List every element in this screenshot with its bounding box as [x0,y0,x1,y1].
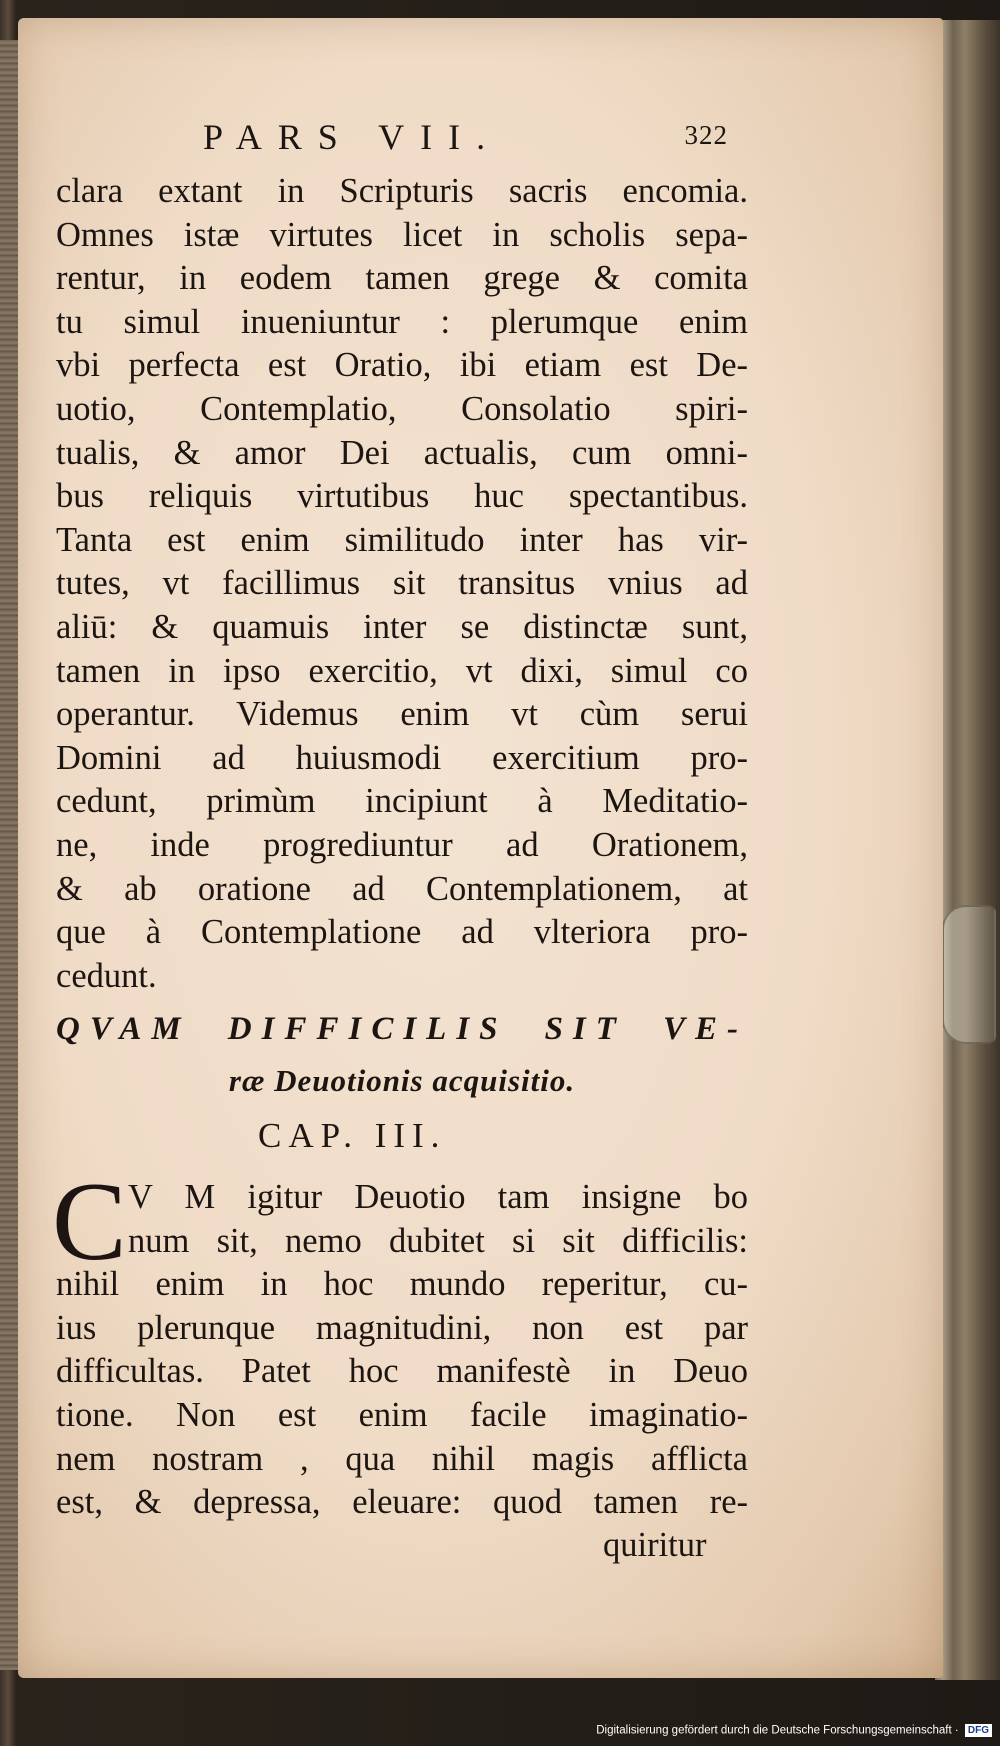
text-line: bus reliquis virtutibus huc spectantibus. [56,477,748,516]
chapter-title-line-1: QVAM DIFFICILIS SIT VE- [56,1011,748,1047]
text-line: ne, inde progrediuntur ad Orationem, [56,825,748,864]
text-line: V M igitur Deuotio tam insigne bo [128,1178,748,1216]
paragraph-2 [56,1176,748,1525]
credit-text: Digitalisierung gefördert durch die Deutsche Forschungsgemeinschaft · [596,1724,959,1737]
text-line: rentur, in eodem tamen grege & comita [56,259,748,298]
book-fore-edge [935,20,1000,1680]
dfg-logo: DFG [965,1724,992,1737]
chapter-title [56,1003,748,1107]
digitization-credit [596,1724,992,1742]
text-line: difficultas. Patet hoc manifestè in Deuo [56,1352,748,1391]
chapter-number: CAP. III. [258,1116,447,1155]
text-line: vbi perfecta est Oratio, ibi etiam est De- [56,346,748,385]
running-header [168,116,728,166]
page-number: 322 [684,120,728,150]
text-line: nem nostram , qua nihil magis afflicta [56,1439,748,1478]
text-line: ius plerunque magnitudini, non est par [56,1308,748,1347]
text-line: aliū: & quamuis inter se distinctæ sunt, [56,607,748,646]
text-line: Tanta est enim similitudo inter has vir- [56,520,748,559]
text-line: tu simul inueniuntur : plerumque enim [56,302,748,341]
text-line: clara extant in Scripturis sacris encomia. [56,172,748,210]
text-line: tione. Non est enim facile imaginatio- [56,1395,748,1434]
text-line: num sit, nemo dubitet si sit difficilis: [128,1221,748,1260]
text-line: uotio, Contemplatio, Consolatio spiri- [56,389,748,428]
book-page [18,18,943,1678]
text-line: Domini ad huiusmodi exercitium pro- [56,738,748,777]
text-line: tutes, vt facillimus sit transitus vnius ad [56,564,748,603]
chapter-title-line-2: ræ Deuotionis acquisitio. [228,1063,576,1098]
drop-cap: C [52,1160,127,1284]
text-line: nihil enim in hoc mundo reperitur, cu- [56,1265,748,1304]
catchword: quiritur [603,1526,707,1564]
text-line: cedunt. [56,956,157,995]
text-line: est, & depressa, eleuare: quod tamen re- [56,1483,748,1522]
text-line: cedunt, primùm incipiunt à Meditatio- [56,782,748,821]
clip [942,905,996,1044]
text-line: tualis, & amor Dei actualis, cum omni- [56,433,748,472]
running-title: PARS VII. [203,117,502,157]
text-line: tamen in ipso exercitio, vt dixi, simul co [56,651,748,690]
text-line: & ab oratione ad Contemplationem, at [56,869,748,908]
paragraph-1 [56,170,748,998]
text-line: operantur. Videmus enim vt cùm serui [56,695,748,734]
text-line: Omnes istæ virtutes licet in scholis sepa- [56,215,748,254]
text-line: que à Contemplatione ad vlteriora pro- [56,913,748,952]
